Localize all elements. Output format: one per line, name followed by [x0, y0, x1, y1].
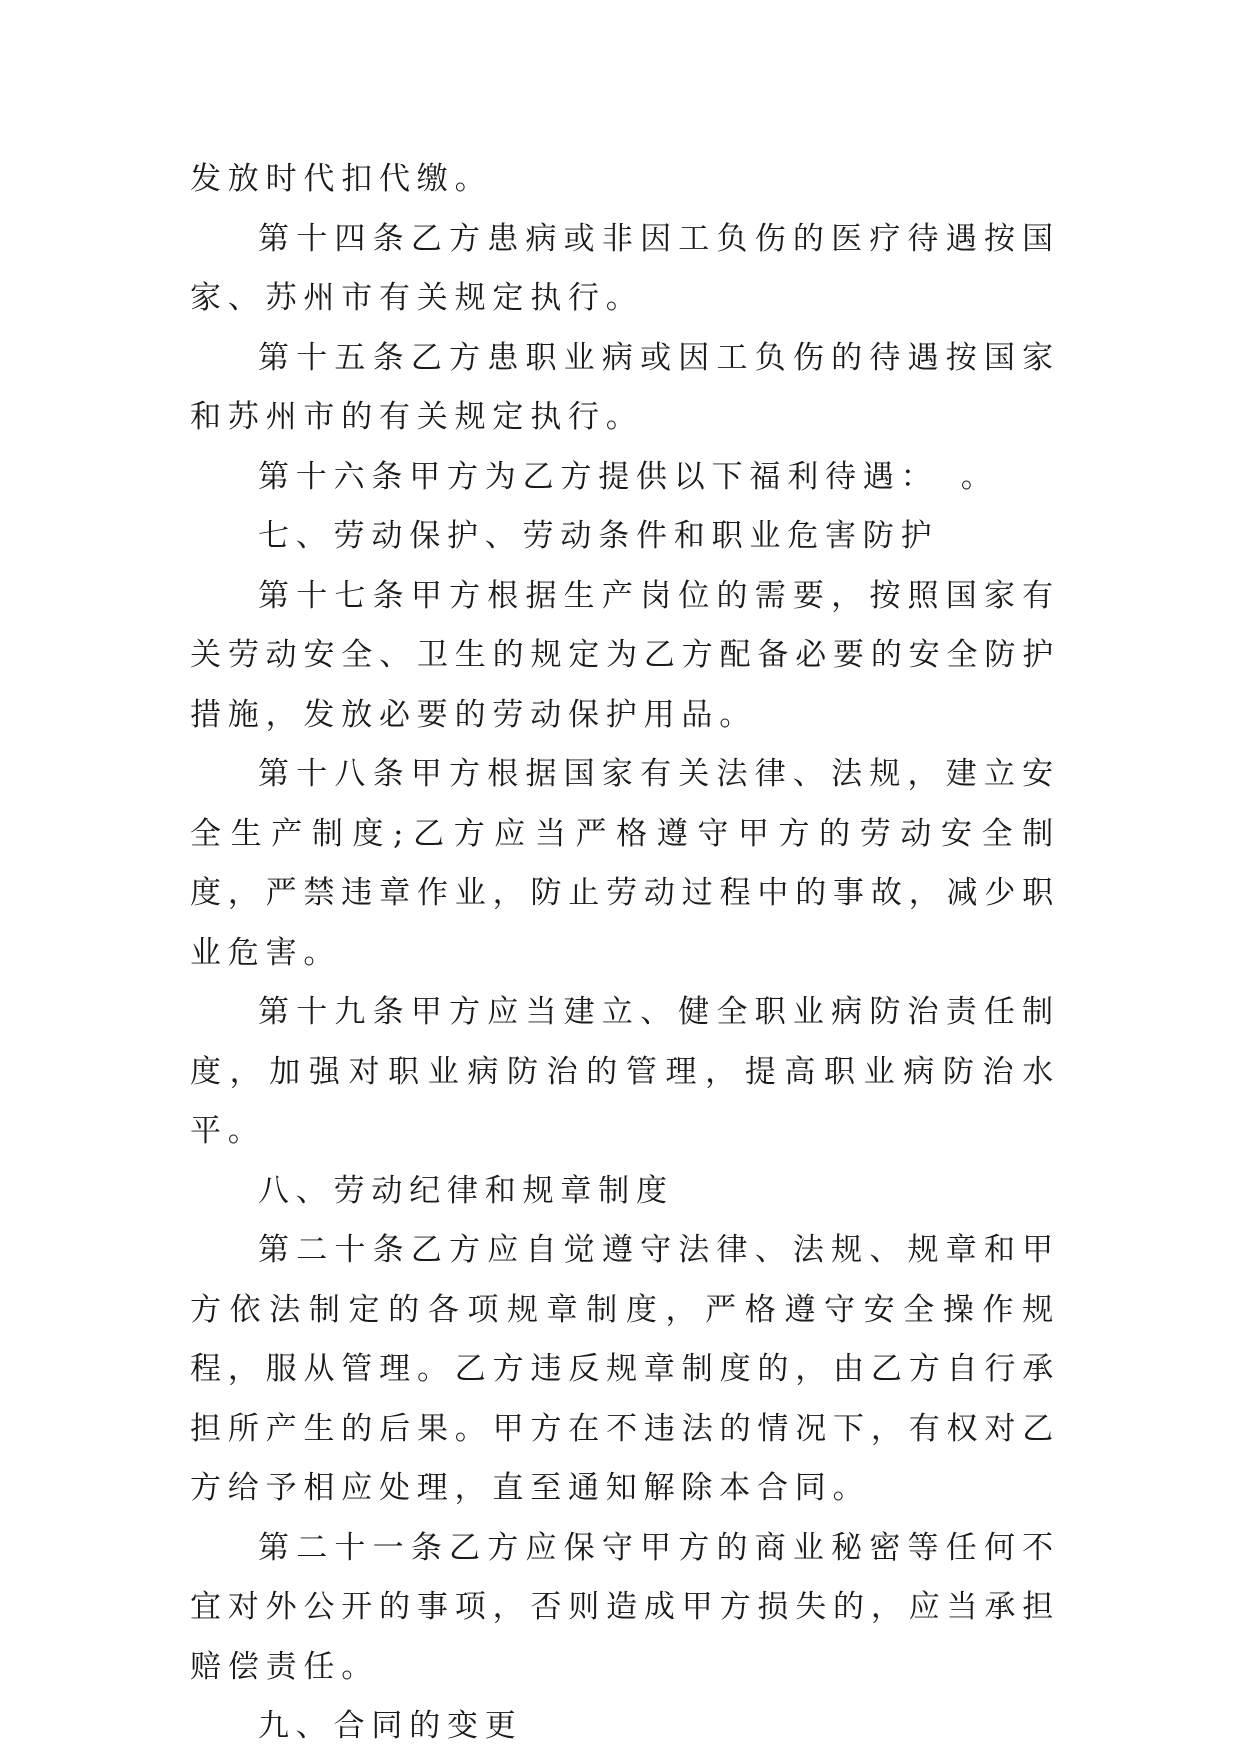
- paragraph: 第十五条乙方患职业病或因工负伤的待遇按国家和苏州市的有关规定执行。: [190, 339, 1060, 435]
- paragraph: 第十九条甲方应当建立、健全职业病防治责任制度，加强对职业病防治的管理，提高职业病防治水平。: [190, 994, 1060, 1149]
- paragraph: 第十七条甲方根据生产岗位的需要，按照国家有关劳动安全、卫生的规定为乙方配备必要的安全防护措施，发放必要的劳动保护用品。: [190, 577, 1060, 733]
- paragraph: 第十六条甲方为乙方提供以下福利待遇： 。: [258, 458, 999, 495]
- paragraph: 第二十条乙方应自觉遵守法律、法规、规章和甲方依法制定的各项规章制度，严格遵守安全操作规程，服从管理。乙方违反规章制度的，由乙方自行承担所产生的后果。甲方在不违法的情况下，有权对乙方给予相应处理，直至通知解除本合同。: [190, 1232, 1060, 1506]
- paragraph: 发放时代扣代缴。: [190, 161, 493, 197]
- contract-body: [190, 150, 1060, 1757]
- paragraph: 第二十一条乙方应保守甲方的商业秘密等任何不宜对外公开的事项，否则造成甲方损失的，应当承担赔偿责任。: [190, 1529, 1060, 1685]
- paragraph: 第十四条乙方患病或非因工负伤的医疗待遇按国家、苏州市有关规定执行。: [190, 220, 1060, 316]
- paragraph: 第十八条甲方根据国家有关法律、法规，建立安全生产制度;乙方应当严格遵守甲方的劳动安全制度，严禁违章作业，防止劳动过程中的事故，减少职业危害。: [190, 756, 1060, 971]
- section-heading: 九、合同的变更: [258, 1708, 523, 1744]
- section-heading: 七、劳动保护、劳动条件和职业危害防护: [258, 518, 939, 554]
- section-heading: 八、劳动纪律和规章制度: [258, 1172, 674, 1209]
